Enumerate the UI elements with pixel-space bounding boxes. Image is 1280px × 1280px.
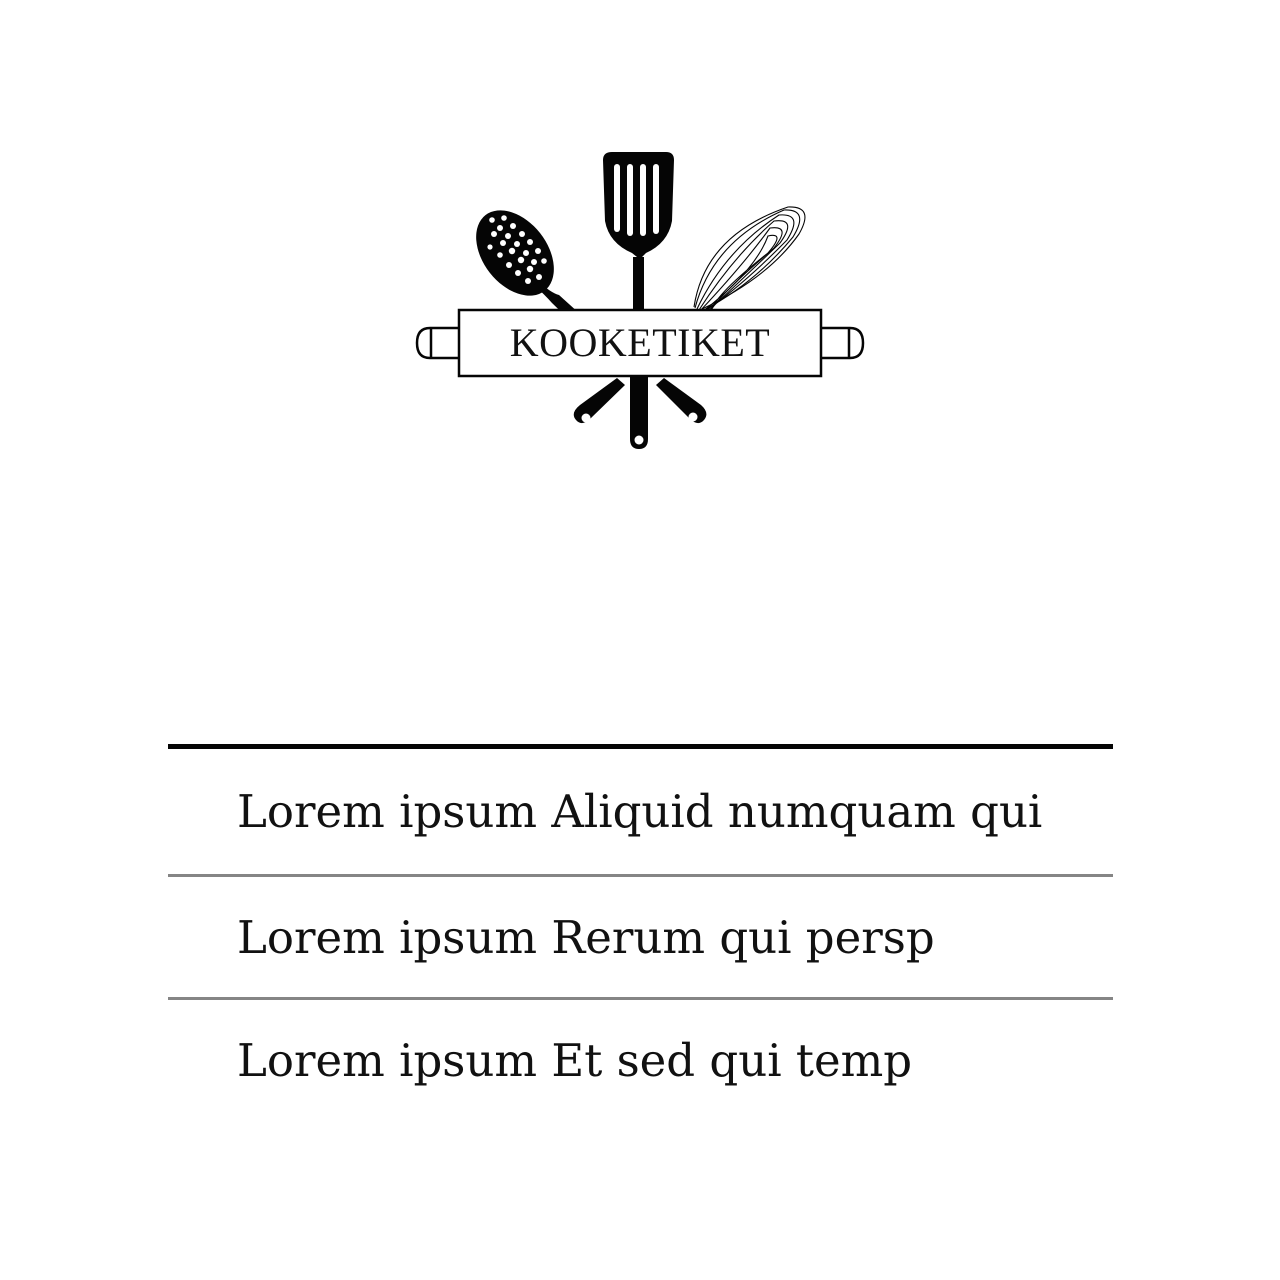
spatula-icon	[603, 152, 674, 315]
logo-text: KOOKETIKET	[509, 320, 771, 365]
whisk-icon	[689, 207, 805, 322]
menu-item-3[interactable]: Lorem ipsum Et sed qui temp	[237, 1033, 913, 1087]
logo-graphic	[410, 145, 870, 460]
kooketiket-logo	[410, 145, 870, 460]
menu-item-1[interactable]: Lorem ipsum Aliquid numquam qui	[237, 785, 1043, 838]
utensil-handles-icon	[574, 377, 707, 449]
menu-list	[168, 744, 1113, 1120]
menu-item-2[interactable]: Lorem ipsum Rerum qui persp	[237, 910, 935, 964]
